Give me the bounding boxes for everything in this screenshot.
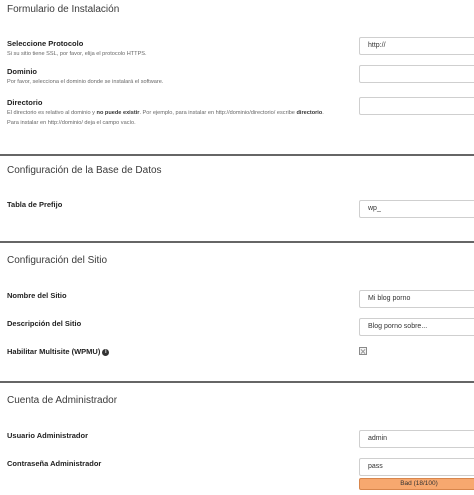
multisite-checkbox[interactable] bbox=[359, 347, 367, 355]
table-prefix-input[interactable]: wp_ bbox=[359, 200, 474, 218]
site-description-label: Descripción del Sitio bbox=[7, 319, 82, 328]
protocol-select[interactable]: http:// bbox=[359, 37, 474, 55]
directory-label: Directorio bbox=[7, 98, 43, 107]
protocol-label: Seleccione Protocolo bbox=[7, 39, 84, 48]
table-prefix-label: Tabla de Prefijo bbox=[7, 200, 63, 209]
directory-help-text-3: . Para instalar en http://dominio/ deja el campo vacío. bbox=[7, 110, 324, 126]
domain-label: Dominio bbox=[7, 67, 37, 76]
site-description-input[interactable]: Blog porno sobre... bbox=[359, 318, 474, 336]
domain-help: Por favor, selecciona el dominio donde se instalará el software. bbox=[7, 79, 164, 85]
section-title-admin: Cuenta de Administrador bbox=[7, 395, 118, 406]
admin-username-input[interactable]: admin bbox=[359, 430, 474, 448]
section-title-install: Formulario de Instalación bbox=[7, 4, 120, 15]
section-title-database: Configuración de la Base de Datos bbox=[7, 165, 162, 176]
directory-input[interactable] bbox=[359, 97, 474, 115]
admin-password-label: Contraseña Administrador bbox=[7, 459, 102, 468]
directory-help-bold-1: no puede existir bbox=[96, 110, 140, 116]
password-strength-indicator: Bad (18/100) bbox=[359, 478, 474, 490]
section-divider bbox=[0, 154, 474, 156]
directory-help-bold-2: directorio bbox=[296, 110, 323, 116]
info-icon[interactable]: i bbox=[102, 349, 109, 356]
section-divider bbox=[0, 241, 474, 243]
section-title-site: Configuración del Sitio bbox=[7, 255, 108, 266]
directory-help-text-1: El directorio es relativo al dominio y bbox=[7, 110, 97, 116]
site-name-input[interactable]: Mi blog porno bbox=[359, 290, 474, 308]
admin-password-input[interactable]: pass bbox=[359, 458, 474, 476]
directory-help-text-2: . Por ejemplo, para instalar en http://dominio/directorio/ escribe bbox=[139, 110, 297, 116]
domain-select[interactable] bbox=[359, 65, 474, 83]
protocol-help: Si su sitio tiene SSL, por favor, elija el protocolo HTTPS. bbox=[7, 51, 147, 57]
section-divider bbox=[0, 381, 474, 383]
multisite-label bbox=[7, 347, 109, 356]
site-name-label: Nombre del Sitio bbox=[7, 291, 67, 300]
admin-username-label: Usuario Administrador bbox=[7, 431, 88, 440]
directory-help bbox=[7, 108, 337, 128]
multisite-label-text: Habilitar Multisite (WPMU) bbox=[7, 347, 101, 356]
